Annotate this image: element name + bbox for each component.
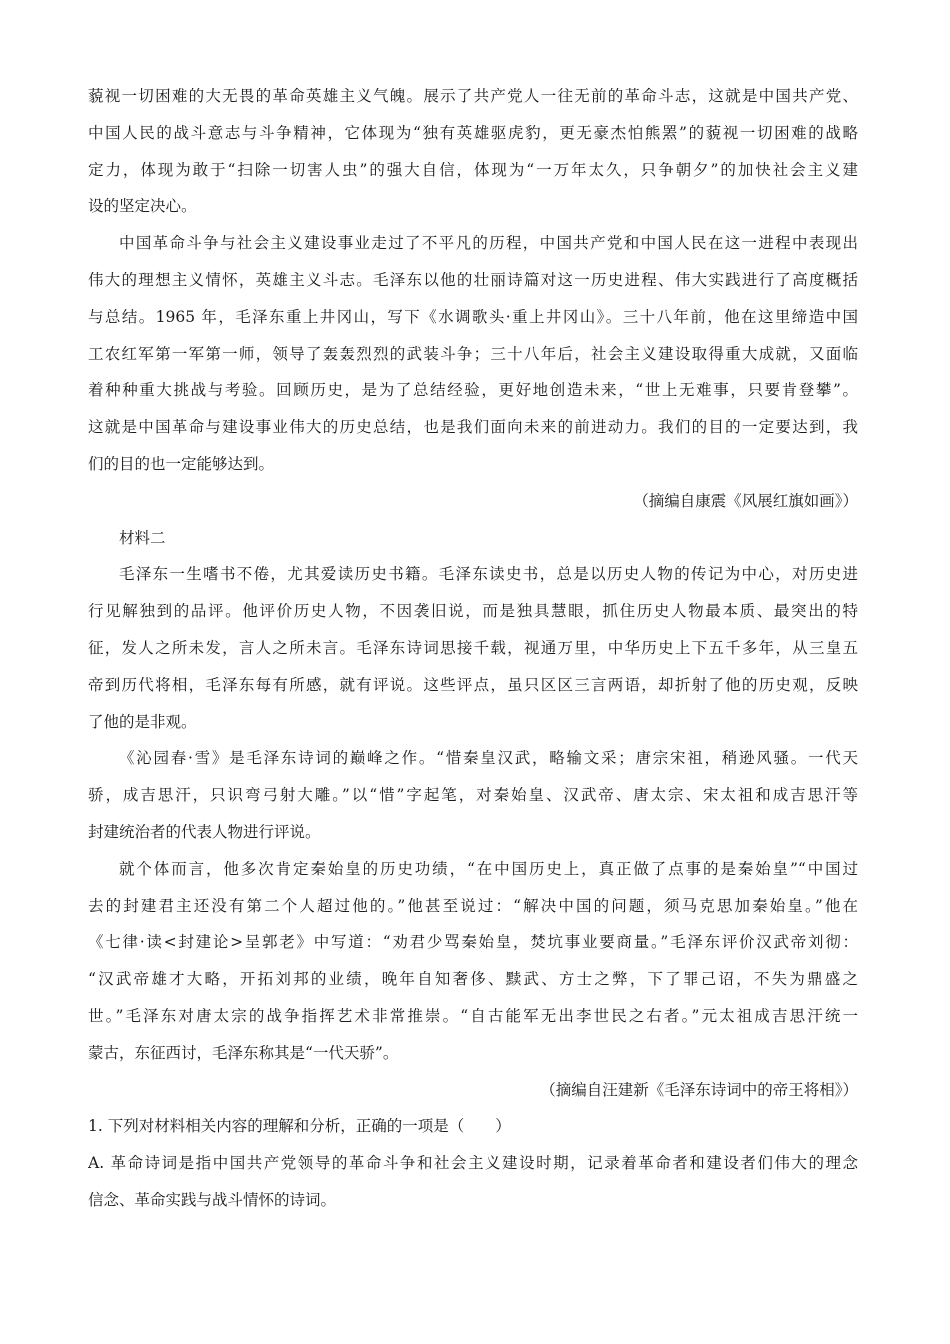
option-a-line: A. 革命诗词是指中国共产党领导的革命斗争和社会主义建设时期，记录着革命者和建设者们伟大的理念 [88,1154,858,1173]
text-line: 着种种重大挑战与考验。回顾历史，是为了总结经验，更好地创造未来，“世上无难事，只要肯登攀”。 [88,381,858,400]
text-line: 蒙古，东征西讨，毛泽东称其是“一代天骄”。 [88,1043,399,1062]
text-line: 定力，体现为敢于“扫除一切害人虫”的强大自信，体现为“一万年太久，只争朝夕”的加快社会主义建 [88,160,858,179]
material-two-paragraph-3 [88,851,858,1072]
text-line: 这就是中国革命与建设事业伟大的历史总结，也是我们面向未来的前进动力。我们的目的一定要达到，我 [88,418,858,437]
text-line: 《沁园春·雪》是毛泽东诗词的巅峰之作。“惜秦皇汉武，略输文采；唐宗宋祖，稍逊风骚。一代天 [119,749,858,768]
material-two-source: （摘编自汪建新《毛泽东诗词中的帝王将相》） [540,1080,858,1099]
text-line: 去的封建君主还没有第二个人超过他的。”他甚至说过：“解决中国的问题，须马克思加秦始皇。”他在 [88,896,858,915]
text-line: 征，发人之所未发，言人之所未言。毛泽东诗词思接千载，视通万里，中华历史上下五千多年，从三皇五 [88,638,858,657]
text-line: 藐视一切困难的大无畏的革命英雄主义气魄。展示了共产党人一往无前的革命斗志，这就是中国共产党、 [88,87,858,105]
document-page [88,78,858,1219]
text-line: 世。”毛泽东对唐太宗的战争指挥艺术非常推崇。“自古能军无出李世民之右者。”元太祖成吉思汗统一 [88,1006,858,1025]
material-one-source: （摘编自康震《风展红旗如画》） [633,491,858,510]
text-line: 与总结。1965 年，毛泽东重上井冈山，写下《水调歌头·重上井冈山》。三十八年前，他在这里缔造中国 [88,307,858,326]
option-a-line: 信念、革命实践与战斗情怀的诗词。 [88,1190,337,1209]
material-two-paragraph-1 [88,556,858,740]
text-line: 中国人民的战斗意志与斗争精神，它体现为“独有英雄驱虎豹，更无豪杰怕熊罴”的藐视一切困难的战略 [88,123,858,142]
text-line: 《七律·读<封建论>呈郭老》中写道：“劝君少骂秦始皇，焚坑事业要商量。”毛泽东评价汉武帝刘彻： [88,933,858,952]
text-line: 们的目的也一定能够达到。 [88,454,275,473]
question-stem: 1. 下列对材料相关内容的理解和分析，正确的一项是（ ） [88,1117,511,1136]
text-line: 伟大的理想主义情怀，英雄主义斗志。毛泽东以他的壮丽诗篇对这一历史进程、伟大实践进行了高度概括 [88,270,858,289]
text-line: 了他的是非观。 [88,712,197,731]
text-line: 骄，成吉思汗，只识弯弓射大雕。”以“惜”字起笔，对秦始皇、汉武帝、唐太宗、宋太祖和成吉思汗等 [88,786,858,805]
text-line: 中国革命斗争与社会主义建设事业走过了不平凡的历程，中国共产党和中国人民在这一进程中表现出 [119,234,858,253]
text-line: 毛泽东一生嗜书不倦，尤其爱读历史书籍。毛泽东读史书，总是以历史人物的传记为中心，对历史进 [119,565,858,584]
text-line: “汉武帝雄才大略，开拓刘邦的业绩，晚年自知奢侈、黩武、方士之弊，下了罪己诏，不失为鼎盛之 [88,970,858,989]
material-two-paragraph-2 [88,740,858,850]
material-one-paragraph-2 [88,225,858,483]
material-two-heading: 材料二 [119,528,166,547]
text-line: 就个体而言，他多次肯定秦始皇的历史功绩，“在中国历史上，真正做了点事的是秦始皇”“中国过 [119,859,858,878]
text-line: 封建统治者的代表人物进行评说。 [88,822,321,841]
material-one-paragraph-1 [88,78,858,225]
text-line: 工农红军第一军第一师，领导了轰轰烈烈的武装斗争；三十八年后，社会主义建设取得重大成就，又面临 [88,344,858,363]
text-line: 行见解独到的品评。他评价历史人物，不因袭旧说，而是独具慧眼，抓住历史人物最本质、最突出的特 [88,602,858,621]
question-1 [88,1108,858,1218]
text-line: 设的坚定决心。 [88,197,197,216]
text-line: 帝到历代将相，毛泽东每有所感，就有评说。这些评点，虽只区区三言两语，却折射了他的历史观，反映 [88,675,858,694]
